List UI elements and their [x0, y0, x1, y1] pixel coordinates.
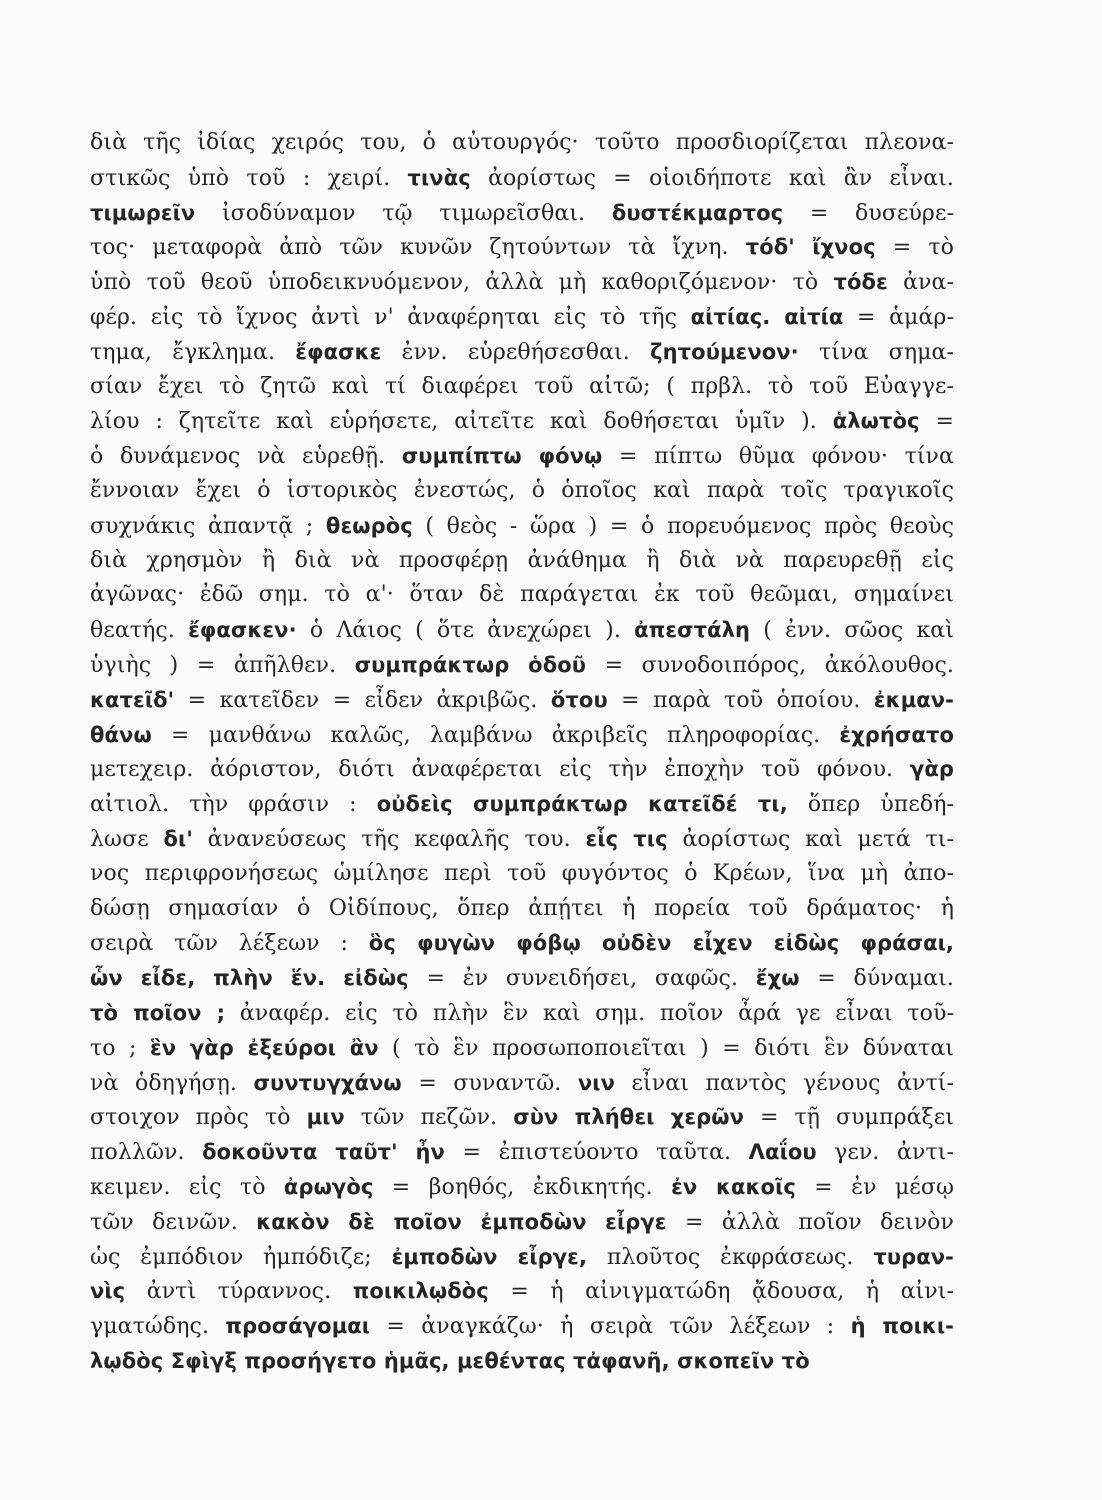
page-body	[90, 126, 954, 1379]
bold-lemma: τὸ ποῖον ;	[90, 1000, 226, 1025]
commentary-text: πολλῶν.	[90, 1140, 203, 1166]
bold-lemma: κακὸν δὲ ποῖον ἐμποδὼν εἶργε	[256, 1209, 667, 1234]
bold-lemma: ἡ ποικι-	[850, 1314, 954, 1339]
bold-lemma: σὺν πλήθει χερῶν	[513, 1105, 745, 1130]
text-line	[90, 926, 954, 961]
commentary-text: ἀγῶνας· ἐδῶ σημ. τὸ α'· ὅταν δὲ παράγεται ἐκ τοῦ θεῶμαι, σημαίνει	[90, 582, 954, 608]
bold-lemma: τόδ' ἴχνος	[745, 235, 876, 260]
commentary-text: πλοῦτος ἐκφράσεως.	[587, 1244, 874, 1270]
text-line	[90, 1100, 954, 1135]
bold-lemma: ἁλωτὸς	[832, 409, 920, 434]
text-line	[90, 1205, 954, 1240]
text-line	[90, 544, 954, 579]
text-line	[90, 335, 954, 370]
commentary-text: ( ἐνν. σῶος καὶ	[750, 618, 954, 644]
commentary-text: στοιχον πρὸς τὸ	[90, 1105, 307, 1131]
bold-lemma: γὰρ	[909, 757, 954, 782]
text-line	[90, 161, 954, 196]
commentary-text: ἀνανεύσεως τῆς κεφαλῆς του.	[192, 826, 586, 852]
commentary-text: γματώδης.	[90, 1314, 226, 1340]
bold-lemma: λῳδὸς Σφὶγξ προσήγετο ἡμᾶς, μεθέντας τἀφανῆ, σκοπεῖν τὸ	[90, 1348, 810, 1373]
commentary-text: ἀντὶ τύραννος.	[125, 1279, 353, 1305]
commentary-text: τημα, ἔγκλημα.	[90, 339, 296, 365]
bold-lemma: εἷς τις	[585, 826, 668, 851]
commentary-text: ἀναφέρ. εἰς τὸ πλὴν ἓν καὶ σημ. ποῖον ἆρά γε εἶναι τοῦ-	[225, 1000, 954, 1026]
commentary-text: ὁ δυνάμενος νὰ εὑρεθῇ.	[90, 444, 402, 470]
bold-lemma: ποικιλῳδὸς	[352, 1279, 489, 1304]
bold-lemma: μιν	[306, 1105, 345, 1130]
commentary-text: ὑπὸ τοῦ θεοῦ ὑποδεικνυόμενον, ἀλλὰ μὴ καθοριζόμενον· τὸ	[90, 270, 834, 296]
bold-lemma: νὶς	[90, 1279, 126, 1304]
text-line	[90, 1135, 954, 1170]
text-line	[90, 509, 954, 544]
bold-lemma: τιμωρεῖν	[90, 200, 196, 225]
commentary-text: = δύναμαι.	[799, 966, 954, 992]
text-line	[90, 1344, 954, 1379]
commentary-text: τος· μεταφορὰ ἀπὸ τῶν κυνῶν ζητούντων τὰ ἴχνη.	[90, 235, 746, 261]
bold-lemma: τόδε	[833, 270, 888, 295]
commentary-text: νος περιφρονήσεως ὡμίλησε περὶ τοῦ φυγόντος ὁ Κρέων, ἵνα μὴ ἀπο-	[90, 860, 954, 886]
bold-lemma: ὧν εἶδε, πλὴν ἕν. εἰδὼς	[90, 966, 409, 991]
commentary-text: ( θεὸς - ὥρα ) = ὁ πορευόμενος πρὸς θεοὺς	[412, 513, 954, 539]
bold-lemma: δοκοῦντα ταῦτ' ἦν	[202, 1140, 445, 1165]
text-line	[90, 300, 954, 335]
text-line	[90, 1170, 954, 1205]
commentary-text: = ἐν μέσῳ	[795, 1174, 954, 1200]
commentary-text: = βοηθός, ἐκδικητής.	[373, 1174, 672, 1200]
bold-lemma: ὃς φυγὼν φόβῳ οὐδὲν εἶχεν εἰδὼς φράσαι,	[368, 931, 954, 956]
bold-lemma: ἀρωγὸς	[283, 1174, 374, 1199]
text-line	[90, 370, 954, 405]
bold-lemma: νιν	[577, 1070, 615, 1095]
bold-lemma: συντυγχάνω	[253, 1070, 402, 1095]
commentary-text: = ἁμάρ-	[843, 304, 954, 330]
text-line	[90, 1066, 954, 1101]
commentary-text: ὅπερ ὑπεδή-	[787, 792, 955, 818]
commentary-text: το ;	[90, 1035, 150, 1061]
bold-lemma: προσάγομαι	[225, 1314, 371, 1339]
bold-lemma: τινὰς	[407, 165, 471, 190]
bold-lemma: θάνω	[90, 722, 152, 747]
commentary-text: σειρὰ τῶν λέξεων :	[90, 931, 369, 957]
text-line	[90, 613, 954, 648]
bold-lemma: συμπίπτω φόνῳ	[401, 444, 603, 469]
bold-lemma: κατεῖδ'	[90, 687, 175, 712]
commentary-text: = δυσεύρε-	[783, 200, 954, 226]
text-line	[90, 1309, 954, 1344]
commentary-text: = ἀναγκάζω· ἡ σειρὰ τῶν λέξεων :	[370, 1314, 851, 1340]
commentary-text: φέρ. εἰς τὸ ἴχνος ἀντὶ ν' ἀναφέρηται εἰς τὸ τῆς	[90, 304, 691, 330]
commentary-text: λίου : ζητεῖτε καὶ εὑρήσετε, αἰτεῖτε καὶ δοθήσεται ὑμῖν ).	[90, 409, 833, 435]
text-line	[90, 996, 954, 1031]
commentary-text: εἶναι παντὸς γένους ἀντί-	[614, 1070, 955, 1096]
commentary-text: διὰ χρησμὸν ἢ διὰ νὰ προσφέρῃ ἀνάθημα ἢ διὰ νὰ παρευρεθῇ εἰς	[90, 547, 954, 573]
commentary-text: = κατεῖδεν = εἶδεν ἀκριβῶς.	[174, 687, 551, 713]
bold-lemma: δι'	[163, 826, 193, 851]
commentary-text: δώσῃ σημασίαν ὁ Οἰδίπους, ὅπερ ἀπῄτει ἡ πορεία τοῦ δράματος· ἡ	[90, 895, 954, 921]
bold-lemma: ἐχρήσατο	[839, 722, 954, 747]
commentary-text: = ἀλλὰ ποῖον δεινὸν	[666, 1209, 954, 1235]
commentary-text: αἰτιολ. τὴν φράσιν :	[90, 792, 377, 818]
bold-lemma: Λαΐου	[748, 1140, 817, 1165]
bold-lemma: θεωρὸς	[325, 513, 413, 538]
commentary-text: ( τὸ ἓν προσωποποιεῖται ) = διότι ἓν δύναται	[378, 1035, 954, 1061]
commentary-text: διὰ τῆς ἰδίας χειρός του, ὁ αὐτουργός· τοῦτο προσδιορίζεται πλεονα-	[90, 130, 954, 155]
commentary-text: = πίπτω θῦμα φόνου· τίνα	[602, 444, 954, 470]
bold-lemma: ἐν κακοῖς	[671, 1174, 796, 1199]
commentary-text: σίαν ἔχει τὸ ζητῶ καὶ τί διαφέρει τοῦ αἰτῶ; ( πρβλ. τὸ τοῦ Εὐαγγε-	[90, 373, 954, 399]
text-line	[90, 683, 954, 718]
bold-lemma: ἀπεστάλη	[634, 618, 751, 643]
commentary-text: μετεχειρ. ἀόριστον, διότι ἀναφέρεται εἰς τὴν ἐποχὴν τοῦ φόνου.	[90, 757, 910, 783]
text-line	[90, 1240, 954, 1275]
commentary-text: γεν. ἀντι-	[816, 1140, 954, 1166]
commentary-text: τίνα σημα-	[798, 339, 954, 365]
text-line	[90, 648, 954, 683]
bold-lemma: τυραν-	[873, 1244, 954, 1269]
commentary-text: ἀορίστως καὶ μετά τι-	[667, 826, 954, 852]
bold-lemma: δυστέκμαρτος	[611, 200, 784, 225]
commentary-text: συχνάκις ἀπαντᾷ ;	[90, 513, 326, 539]
text-line	[90, 822, 954, 857]
bold-lemma: ἐκμαν-	[873, 687, 954, 712]
text-line	[90, 1031, 954, 1066]
commentary-text: στικῶς ὑπὸ τοῦ : χειρί.	[90, 165, 408, 191]
commentary-text: = ἡ αἰνιγματώδη ᾄδουσα, ἡ αἰνι-	[488, 1279, 955, 1305]
commentary-text: =	[919, 409, 954, 435]
commentary-text: θεατής.	[90, 618, 189, 644]
commentary-text: ἀορίστως = οἱοιδήποτε καὶ ἂν εἶναι.	[470, 165, 954, 191]
commentary-text: = συναντῶ.	[401, 1070, 578, 1096]
text-line	[90, 752, 954, 787]
text-line	[90, 230, 954, 265]
commentary-text: = τῇ συμπράξει	[744, 1105, 954, 1131]
bold-lemma: αἰτίας. αἰτία	[690, 304, 844, 329]
commentary-text: ὁ Λάιος ( ὅτε ἀνεχώρει ).	[296, 618, 635, 644]
commentary-text: ἐνν. εὑρεθήσεσθαι.	[381, 339, 651, 365]
commentary-text: ὑγιὴς ) = ἀπῆλθεν.	[90, 652, 355, 678]
text-line	[90, 787, 954, 822]
text-line	[90, 857, 954, 892]
text-line	[90, 718, 954, 753]
commentary-text: τῶν πεζῶν.	[344, 1105, 514, 1131]
bold-lemma: ζητούμενον·	[650, 339, 799, 364]
bold-lemma: ἔφασκεν·	[188, 618, 297, 643]
bold-lemma: ὅτου	[550, 687, 608, 712]
commentary-text: ὡς ἐμπόδιον ἠμπόδιζε;	[90, 1244, 392, 1270]
bold-lemma: ἓν γὰρ ἐξεύροι ἂν	[149, 1035, 379, 1060]
text-line	[90, 961, 954, 996]
commentary-text: = ἐπιστεύοντο ταῦτα.	[444, 1140, 749, 1166]
commentary-text: = τὸ	[875, 235, 955, 261]
commentary-text: τῶν δεινῶν.	[90, 1209, 257, 1235]
commentary-text: ἔννοιαν ἔχει ὁ ἱστορικὸς ἐνεστώς, ὁ ὁποῖος καὶ παρὰ τοῖς τραγικοῖς	[90, 477, 954, 503]
text-line	[90, 1274, 954, 1309]
commentary-text: ἰσοδύναμον τῷ τιμωρεῖσθαι.	[195, 200, 612, 226]
commentary-text: κειμεν. εἰς τὸ	[90, 1174, 284, 1200]
text-line	[90, 439, 954, 474]
bold-lemma: ἐμποδὼν εἶργε,	[391, 1244, 588, 1269]
commentary-text: ἀνα-	[887, 270, 955, 296]
commentary-text: λωσε	[90, 826, 164, 852]
bold-lemma: ἔφασκε	[295, 339, 382, 364]
bold-lemma: συμπράκτωρ ὁδοῦ	[354, 652, 587, 677]
bold-lemma: οὐδεὶς συμπράκτωρ κατεῖδέ τι,	[376, 792, 788, 817]
text-line	[90, 265, 954, 300]
text-line	[90, 126, 954, 161]
commentary-text: = ἐν συνειδήσει, σαφῶς.	[408, 966, 756, 992]
commentary-text: = μανθάνω καλῶς, λαμβάνω ἀκριβεῖς πληροφορίας.	[151, 722, 840, 748]
commentary-text: = παρὰ τοῦ ὁποίου.	[607, 687, 874, 713]
text-line	[90, 892, 954, 927]
text-line	[90, 404, 954, 439]
bold-lemma: ἔχω	[755, 966, 800, 991]
text-line	[90, 196, 954, 231]
text-line	[90, 578, 954, 613]
commentary-text: = συνοδοιπόρος, ἀκόλουθος.	[586, 652, 954, 678]
text-line	[90, 474, 954, 509]
commentary-text: νὰ ὁδηγήσῃ.	[90, 1070, 254, 1096]
